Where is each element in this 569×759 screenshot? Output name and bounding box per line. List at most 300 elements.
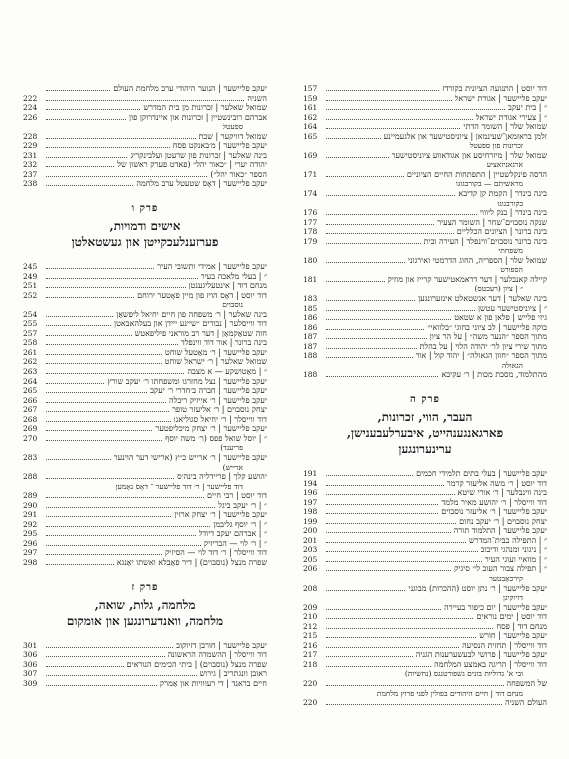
dot-leader <box>46 429 152 431</box>
toc-page-number: 159 <box>303 93 318 103</box>
toc-page-number: 183 <box>303 294 318 304</box>
toc-entry-text: ראובן וונגתריב | גירוש <box>199 669 267 679</box>
toc-entry-text: מנחם דוד | פסח <box>496 621 547 631</box>
dot-leader <box>326 375 438 377</box>
toc-entry-text: יעקב פליישער | ר׳ ארייש כ״ץ (ארישי דער הוינער <box>113 452 267 462</box>
toc-page-number: 255 <box>23 319 38 329</box>
toc-entry <box>23 141 267 151</box>
toc-entry-text: יעקב פליישער | מ׳באנקט פסח <box>172 141 267 151</box>
dot-leader <box>46 674 197 676</box>
toc-entry-text: יעקב פליישער | התלמוד תורה <box>453 526 547 536</box>
toc-entry-text: יעקב פליישער | חורבן דזיוקוב <box>176 640 267 650</box>
toc-entry <box>303 199 547 209</box>
toc-entry <box>23 641 267 651</box>
toc-entry <box>303 698 547 708</box>
dot-leader <box>46 137 196 139</box>
dot-leader <box>46 175 207 177</box>
toc-page-number: 178 <box>303 227 318 237</box>
dot-leader <box>326 503 438 505</box>
toc-entry <box>23 520 267 530</box>
chapter-heading-7 <box>23 582 267 629</box>
toc-entry-text: יעקב פליישער | חברה ב׳חדרי ר׳ יעקב <box>150 386 267 396</box>
toc-page-number: 264 <box>23 376 38 386</box>
toc-page-number: 263 <box>23 367 38 377</box>
dot-leader <box>46 118 126 120</box>
toc-page-number: 205 <box>303 554 318 564</box>
toc-entry-text: יעקב פליישער | ר׳ אייזיק ריבלה <box>168 395 267 405</box>
toc-entry <box>303 170 547 180</box>
dot-leader <box>46 184 133 186</box>
toc-entry-text: אברהם רובינשטיין | זכרונות און איינדרוקן פון <box>129 112 267 122</box>
toc-page-number: 215 <box>303 631 318 641</box>
toc-entry <box>23 650 267 660</box>
toc-entry-text: דוד פליישער | ר׳ דוד פליישער ־ דאָס נאָמען <box>115 481 243 491</box>
toc-entry <box>23 660 267 670</box>
toc-entry-text: בינה שאלער | ר׳ משפחה פון חיים יחיאל ליפשאַן <box>116 309 267 319</box>
toc-page-number: 199 <box>303 516 318 526</box>
dot-leader <box>326 522 456 524</box>
toc-entry-text: בינה שאלער | דער אנשטאלט אינזערונגען <box>418 294 547 304</box>
chapter-title-line-2: פערזענלעכקייטן און געשטאלטן <box>71 235 219 250</box>
dot-leader <box>326 89 439 91</box>
toc-page-number: 217 <box>303 650 318 660</box>
toc-page-number: 258 <box>23 338 38 348</box>
toc-entry <box>303 218 547 228</box>
toc-entry <box>23 443 267 453</box>
dot-leader <box>326 175 404 177</box>
toc-entry <box>303 498 547 508</box>
toc-entry-text: דוד יוסט | התנועה הציונית בקורדז <box>442 84 547 93</box>
toc-page-number: 268 <box>23 414 38 424</box>
toc-entry-text: קיילה קאנבלער | דער דראמאטישער קרייז און מוזיק <box>387 274 547 284</box>
dot-leader <box>326 356 413 358</box>
toc-entry <box>303 545 547 555</box>
toc-entry <box>303 160 547 170</box>
toc-page-number: 220 <box>303 698 318 708</box>
toc-page-number: 229 <box>23 141 38 151</box>
toc-page-number: 265 <box>23 386 38 396</box>
toc-entry <box>23 396 267 406</box>
toc-entry-text: דוד ווייסלער | נבורים ״שיינע ייידן און בעלהאבאטן <box>114 319 267 329</box>
dot-leader <box>326 474 413 476</box>
chapter-title-line-3: ערינערונגען <box>398 441 452 456</box>
toc-entry <box>23 415 267 425</box>
toc-page-number: 185 <box>303 303 318 313</box>
toc-entry-text: ״ | יוסל שואל פפס (ר׳ משה יוסף <box>165 433 267 443</box>
toc-page-number: 297 <box>23 548 38 558</box>
toc-page-number: 252 <box>23 290 38 300</box>
toc-entry-text: שנקה נוסבוים־שחר | השומר הצעיר <box>437 217 547 227</box>
toc-page-number: 237 <box>23 169 38 179</box>
toc-entry <box>303 622 547 632</box>
toc-entry-text: דזיוקיגן <box>503 593 523 603</box>
toc-entry <box>303 246 547 256</box>
toc-entry <box>23 262 267 272</box>
toc-page-number: 251 <box>23 281 38 291</box>
toc-page-number: 161 <box>303 103 318 113</box>
toc-entry-text: דוד ווייסלר | ר׳ יהושע מאיר מלמד <box>441 497 547 507</box>
toc-page-number: 197 <box>303 497 318 507</box>
toc-section-right-bottom <box>303 469 547 708</box>
toc-entry-text: בקורבגוגו <box>497 198 523 208</box>
dot-leader <box>46 563 114 565</box>
dot-leader <box>326 493 455 495</box>
toc-entry-text: משפחתי <box>498 246 523 256</box>
dot-leader <box>326 665 431 667</box>
toc-entry-text: יעקב פליישער | ר׳ אליעזר נוסבוים <box>441 507 547 517</box>
toc-entry <box>303 113 547 123</box>
toc-entry <box>23 501 267 511</box>
toc-entry <box>23 122 267 132</box>
toc-entry-text: ״ | ר׳ לוי — הבריזיק <box>203 538 267 548</box>
toc-entry <box>303 370 547 380</box>
toc-page-number: 289 <box>23 491 38 501</box>
dot-leader <box>326 646 459 648</box>
toc-page-number: 196 <box>303 488 318 498</box>
chapter-title-line-2: מלחמה, וואנדערונגען און אומקום <box>66 613 224 628</box>
toc-page-number: 301 <box>23 640 38 650</box>
toc-entry-text: מתוך שירי ציון לר׳ יהודה הלוי | על בהלת <box>419 341 547 351</box>
dot-leader <box>326 328 424 330</box>
toc-entry <box>303 641 547 651</box>
toc-page-number: 290 <box>23 500 38 510</box>
toc-entry <box>23 103 267 113</box>
toc-entry <box>303 151 547 161</box>
toc-entry-text: ״ | ציוניסטישער עטשן <box>477 303 547 313</box>
dot-leader <box>326 550 478 552</box>
toc-page-number: 186 <box>303 322 318 332</box>
toc-entry <box>23 669 267 679</box>
dot-leader <box>46 458 111 460</box>
toc-entry <box>23 482 267 492</box>
toc-entry <box>23 424 267 434</box>
toc-entry <box>303 332 547 342</box>
toc-entry <box>303 603 547 613</box>
toc-entry <box>303 526 547 536</box>
toc-entry-text: ארייש) <box>222 462 243 472</box>
toc-page-number: 269 <box>23 424 38 434</box>
toc-entry <box>23 434 267 444</box>
toc-entry-text: ״ | בית יעקב <box>508 103 547 113</box>
dot-leader <box>326 213 477 215</box>
toc-entry-text: יהודה יערי | ״כאור יהל״ (פאדט פערק ראשון של <box>117 160 267 170</box>
toc-entry <box>303 103 547 113</box>
dot-leader <box>46 534 196 536</box>
toc-entry <box>23 679 267 689</box>
chapter-heading-6 <box>23 203 267 250</box>
toc-entry-text: של המשפחה <box>506 678 547 688</box>
toc-entry-text: ״ | מאַטושקע — א מצבה <box>187 367 267 377</box>
dot-leader <box>326 127 460 129</box>
toc-page-number: 296 <box>23 538 38 548</box>
toc-page-number: 208 <box>303 583 318 593</box>
chapter-label: פרק ז <box>131 581 159 593</box>
toc-section-right-top <box>303 84 547 380</box>
dot-leader <box>326 108 505 110</box>
toc-entry <box>303 189 547 199</box>
toc-entry-text: יעקב פליישער | בעלי בתים תלמידי חכמים <box>416 468 547 478</box>
toc-entry-text: בוקה פליישער | לב ציוני בחוגי ״בלוואי״ <box>427 322 547 332</box>
dot-leader <box>46 156 127 158</box>
toc-entry-text: ״ | אברהם יעקב דיודל <box>198 529 267 539</box>
toc-entry <box>303 679 547 689</box>
toc-entry <box>303 227 547 237</box>
toc-entry <box>23 386 267 396</box>
toc-entry-text: יעקב פליישער | אמידי ותשובי העיר <box>157 262 267 272</box>
dot-leader <box>326 318 451 320</box>
toc-entry-text: ״ | בעלי מלאכה בעיר <box>200 271 267 281</box>
toc-entry <box>303 237 547 247</box>
toc-entry <box>303 584 547 594</box>
toc-entry-text: דוד יוסט | ימים נוראים <box>476 612 547 622</box>
toc-page-number: 186 <box>303 313 318 323</box>
toc-page-number: 306 <box>23 659 38 669</box>
toc-entry-text: שמואל שלר | השומר הדתי <box>463 122 547 132</box>
toc-page-number: 174 <box>303 189 318 199</box>
toc-entry <box>303 689 547 699</box>
toc-entry-text: יעקב פליישער | יום כיפור בעיירה <box>444 602 547 612</box>
toc-entry-text: ספעטל <box>222 122 243 132</box>
toc-entry <box>23 94 267 104</box>
toc-page-number: 270 <box>23 433 38 443</box>
toc-entry <box>23 348 267 358</box>
toc-entry-text: יעקב פליישער | פרושי לבעשערענות הגניה <box>415 650 547 660</box>
toc-entry-text: הגאולה <box>501 360 523 370</box>
dot-leader <box>326 484 444 486</box>
toc-entry-text: הספורט <box>500 265 523 275</box>
toc-entry <box>23 272 267 282</box>
dot-leader <box>46 353 162 355</box>
toc-entry <box>23 558 267 568</box>
toc-page-number: 220 <box>303 678 318 688</box>
toc-entry <box>23 113 267 123</box>
toc-entry <box>23 405 267 415</box>
toc-entry-text: דוד ווייסלר | ר׳ יחיאל סגוליאנו <box>173 414 267 424</box>
toc-entry-text: מתוך הספר ״הנער משה״ | על הר ציון <box>429 332 547 342</box>
toc-entry-text: ״ | ר׳ יעקב ביגל <box>218 500 267 510</box>
toc-page-number: 177 <box>303 217 318 227</box>
toc-entry-text: יהושע קלך | פריידליה בינה׳ס <box>177 472 267 482</box>
toc-entry <box>303 94 547 104</box>
toc-entry <box>303 479 547 489</box>
toc-page-number: 238 <box>23 179 38 189</box>
toc-page-number: 201 <box>303 535 318 545</box>
dot-leader <box>326 242 421 244</box>
toc-entry <box>23 510 267 520</box>
toc-page-number: 283 <box>23 452 38 462</box>
toc-page-number: 231 <box>23 150 38 160</box>
dot-leader <box>46 362 162 364</box>
dot-leader <box>46 420 171 422</box>
toc-entry <box>303 669 547 679</box>
dot-leader <box>46 665 124 667</box>
chapter-heading-5 <box>303 394 547 457</box>
toc-entry <box>303 294 547 304</box>
toc-page-number: 267 <box>23 405 38 415</box>
toc-entry-text: יעקב פליישער | ר׳ נתן יוסט (ההכרות) מבוגני <box>408 583 547 593</box>
dot-leader <box>46 477 174 479</box>
toc-entry-text: העולם השניה <box>504 698 547 708</box>
toc-entry <box>23 160 267 170</box>
toc-page-number: 181 <box>303 274 318 284</box>
toc-page-number: 307 <box>23 669 38 679</box>
toc-entry-text: נוסבוים <box>222 300 243 310</box>
dot-leader <box>326 347 417 349</box>
dot-leader <box>326 99 452 101</box>
dot-leader <box>46 372 184 374</box>
dot-leader <box>46 439 162 441</box>
toc-entry-text: ״ | ניגוני ומנהגי ודיבוב <box>480 545 547 555</box>
toc-entry <box>303 351 547 361</box>
toc-page-number: 157 <box>303 84 318 93</box>
dot-leader <box>326 194 455 196</box>
dot-leader <box>46 684 157 686</box>
toc-page-number: 309 <box>23 678 38 688</box>
toc-page-number: 179 <box>303 236 318 246</box>
toc-page-number: 222 <box>23 93 38 103</box>
dot-leader <box>46 391 147 393</box>
dot-leader <box>326 703 502 705</box>
toc-entry-text: זלמן בראזמאן־שעינמאן | ציוניסטישער און אלגעמיינע <box>383 131 547 141</box>
toc-entry <box>23 170 267 180</box>
toc-entry-text: יצחק נוסבוים | ר׳ יעקב נחום <box>459 516 547 526</box>
toc-entry <box>303 469 547 479</box>
toc-entry <box>303 275 547 285</box>
toc-page-number: 298 <box>23 557 38 567</box>
toc-entry-text: דוד ווייסלר | הריגה באמצע המלחמה <box>434 659 547 669</box>
dot-leader <box>326 137 381 139</box>
toc-entry <box>23 491 267 501</box>
toc-entry <box>303 313 547 323</box>
toc-entry-text: מראשיתם — בקורבגוגו <box>455 179 523 189</box>
toc-entry <box>303 84 547 94</box>
toc-entry-text: יעקב פליישער | הנוער היהודי ערב מלחמת העולם <box>113 84 267 93</box>
toc-entry-text: בינה ברונר | אור דוד ווינפלד <box>180 338 267 348</box>
toc-page-number: 169 <box>303 150 318 160</box>
toc-entry-text: יעקב פליישער | חורש <box>479 631 547 641</box>
toc-entry-text: שפרה מנצל (נוסבוים) | ביתי הכימים הנוראים <box>126 659 267 669</box>
toc-entry-text: יעקב פליישער | נצל מחזרגו ומשפחתו ר׳ יעקב שורץ <box>107 376 267 386</box>
dot-leader <box>46 89 110 91</box>
toc-entry-text: שמואל דוויקער | שבת <box>198 131 267 141</box>
toc-entry-text: ״ | התפילה בבית־המדרש <box>468 535 547 545</box>
dot-leader <box>326 156 389 158</box>
dot-leader <box>46 655 165 657</box>
toc-entry <box>23 463 267 473</box>
toc-entry-text: יעקב פליישער | ר׳ יצחק ארזין <box>174 510 267 520</box>
toc-entry <box>23 179 267 189</box>
dot-leader <box>46 515 171 517</box>
toc-page-number: 212 <box>303 621 318 631</box>
toc-entry-text: הדסה פינקלשטיין | התפתחות החיים הציוניים <box>406 169 547 179</box>
toc-entry <box>303 141 547 151</box>
dot-leader <box>326 569 451 571</box>
toc-entry-text: שפרה מנצל (נוסבוים) | דיר פאַבלא ואשתו יאַנגא <box>116 557 267 567</box>
dot-leader <box>46 324 111 326</box>
toc-entry <box>303 208 547 218</box>
toc-entry-text: שמואל שלר | מיזרחיסע און אגודאווע ציוניסטישער <box>391 150 547 160</box>
toc-entry-text: יעקב פליישער | ר׳ יצחק מיכליפטער <box>155 424 267 434</box>
toc-entry <box>23 84 267 94</box>
toc-page-number: 291 <box>23 510 38 520</box>
toc-entry <box>23 329 267 339</box>
toc-entry-text: מתוך הספר ״חוון הגאולה״ | יהוד קול | אור <box>415 351 547 361</box>
toc-entry-text: ״ | ר׳ יוסף גליבמן <box>213 519 267 529</box>
toc-entry-text: דוד ווייסלר | ההשמדה הראשונה <box>167 650 267 660</box>
dot-leader <box>46 382 104 384</box>
toc-section-left-bottom <box>23 641 267 689</box>
toc-entry <box>23 548 267 558</box>
toc-entry <box>303 593 547 603</box>
dot-leader <box>46 165 114 167</box>
toc-page-number: 245 <box>23 262 38 272</box>
toc-entry-text: גיזי פלייש | פלאן פון א שטאט <box>454 313 547 323</box>
toc-entry <box>303 631 547 641</box>
dot-leader <box>46 525 210 527</box>
toc-entry-text: בינה בינדר | הקמת קן קדיבא <box>458 189 547 199</box>
dot-leader <box>46 286 186 288</box>
toc-entry <box>23 539 267 549</box>
toc-entry <box>303 132 547 142</box>
toc-page-number: 295 <box>23 529 38 539</box>
toc-entry-text: ״ | תפילה צבור העוב לי׳ סיגיק <box>454 564 547 574</box>
dot-leader <box>326 232 454 234</box>
toc-entry <box>303 179 547 189</box>
toc-page-number: 254 <box>23 309 38 319</box>
toc-entry-text: מנחם דוד | חיים היהודים בפולין לפני פרוץ מלחמת <box>376 688 523 698</box>
toc-page-number: 228 <box>23 131 38 141</box>
dot-leader <box>46 506 215 508</box>
toc-entry <box>303 564 547 574</box>
toc-entry <box>303 342 547 352</box>
chapter-title-line-1: מלחמה, גלות, שואה, <box>94 597 196 612</box>
toc-page-number: 249 <box>23 271 38 281</box>
toc-entry-text: ובי א' גדוליות בונים גשפורטנגס (נחשיות) <box>404 669 523 679</box>
chapter-label: פרק ה <box>410 393 440 405</box>
dot-leader <box>326 223 434 225</box>
toc-page-number: 171 <box>303 169 318 179</box>
toc-section-left-middle <box>23 262 267 568</box>
dot-leader <box>46 646 173 648</box>
toc-entry-text: מנחם דוד | אינטעליגענטן <box>188 281 267 291</box>
toc-page-number: 200 <box>303 526 318 536</box>
dot-leader <box>326 280 385 282</box>
dot-leader <box>46 267 154 269</box>
toc-entry-text: בינה ווינבלער | ר׳ אורי שיטא <box>457 488 547 498</box>
chapter-title-line-2: פארגאנגענהייט, איבערלעבענישן, <box>346 425 504 440</box>
toc-entry <box>303 536 547 546</box>
toc-entry-text: חוה שטאַקמאַן | דער רב מוראני פיליפאטש <box>134 328 267 338</box>
dot-leader <box>46 496 204 498</box>
toc-entry <box>23 338 267 348</box>
toc-section-left-top <box>23 84 267 189</box>
toc-page-number: 164 <box>303 122 318 132</box>
toc-entry-text: השניה <box>247 93 267 103</box>
toc-page-number: 206 <box>303 564 318 574</box>
toc-entry-text: יעקב פליישער | אגודת ישראל <box>454 93 547 103</box>
toc-entry <box>23 319 267 329</box>
toc-entry-text: זכרונות פון ספעטל <box>469 141 523 151</box>
toc-entry <box>303 555 547 565</box>
toc-page-number: 180 <box>303 255 318 265</box>
dot-leader <box>46 315 113 317</box>
dot-leader <box>326 118 473 120</box>
toc-page-number: 165 <box>303 131 318 141</box>
toc-entry-text: שמואל שאלער | זכרונות מן בית המדרש <box>143 103 267 113</box>
toc-entry-text: יעקב פליישער | דאָס שטעטל ערב מלחמה <box>136 179 267 189</box>
dot-leader <box>326 608 441 610</box>
toc-page-number: 218 <box>303 659 318 669</box>
